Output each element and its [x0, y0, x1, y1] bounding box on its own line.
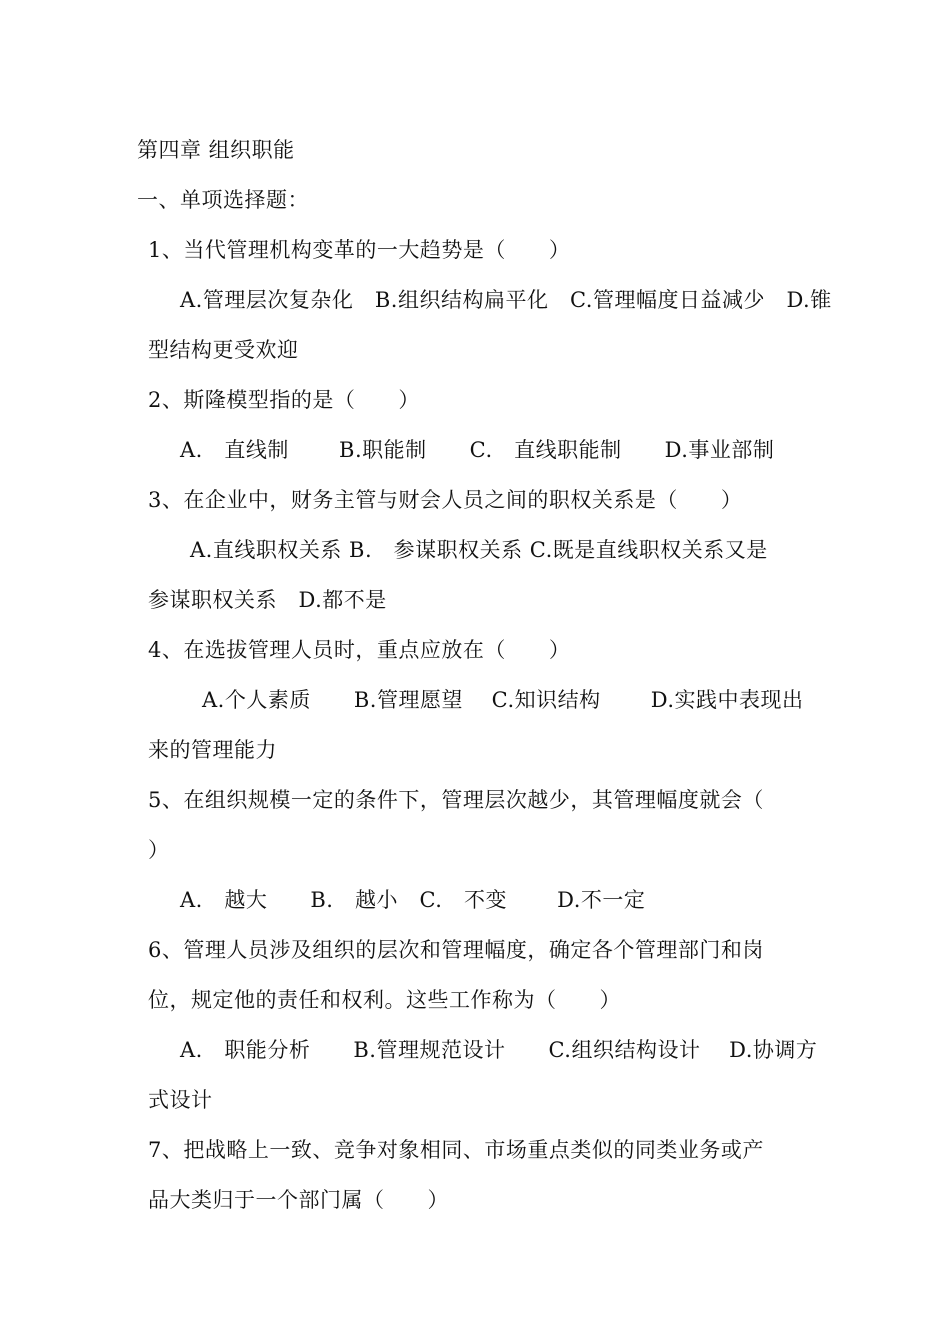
question-7: 7、把战略上一致、竞争对象相同、市场重点类似的同类业务或产	[148, 1138, 764, 1162]
question-1-options-cont: 型结构更受欢迎	[148, 338, 299, 362]
question-4-options-cont: 来的管理能力	[148, 738, 277, 762]
section-title: 一、单项选择题：	[137, 188, 309, 212]
question-5: 5、在组织规模一定的条件下，管理层次越少，其管理幅度就会（	[148, 788, 764, 812]
question-3: 3、在企业中，财务主管与财会人员之间的职权关系是（ ）	[148, 488, 743, 512]
question-4: 4、在选拔管理人员时，重点应放在（ ）	[148, 638, 571, 662]
question-3-options: A.直线职权关系 B. 参谋职权关系 C.既是直线职权关系又是	[190, 538, 768, 562]
question-6-options-cont: 式设计	[148, 1088, 213, 1112]
question-5-options: A. 越大 B. 越小 C. 不变 D.不一定	[180, 888, 646, 912]
question-3-options-cont: 参谋职权关系 D.都不是	[148, 588, 387, 612]
chapter-title: 第四章 组织职能	[137, 138, 295, 162]
question-6: 6、管理人员涉及组织的层次和管理幅度，确定各个管理部门和岗	[148, 938, 764, 962]
question-6-cont: 位，规定他的责任和权利。这些工作称为（ ）	[148, 988, 621, 1012]
question-1: 1、当代管理机构变革的一大趋势是（ ）	[148, 238, 571, 262]
question-2: 2、斯隆模型指的是（ ）	[148, 388, 420, 412]
question-2-options: A. 直线制 B.职能制 C. 直线职能制 D.事业部制	[180, 438, 775, 462]
question-1-options: A.管理层次复杂化 B.组织结构扁平化 C.管理幅度日益减少 D.锥	[180, 288, 832, 312]
question-5-cont: ）	[148, 838, 170, 862]
question-4-options: A.个人素质 B.管理愿望 C.知识结构 D.实践中表现出	[202, 688, 804, 712]
question-7-cont: 品大类归于一个部门属（ ）	[148, 1188, 449, 1212]
question-6-options: A. 职能分析 B.管理规范设计 C.组织结构设计 D.协调方	[180, 1038, 818, 1062]
